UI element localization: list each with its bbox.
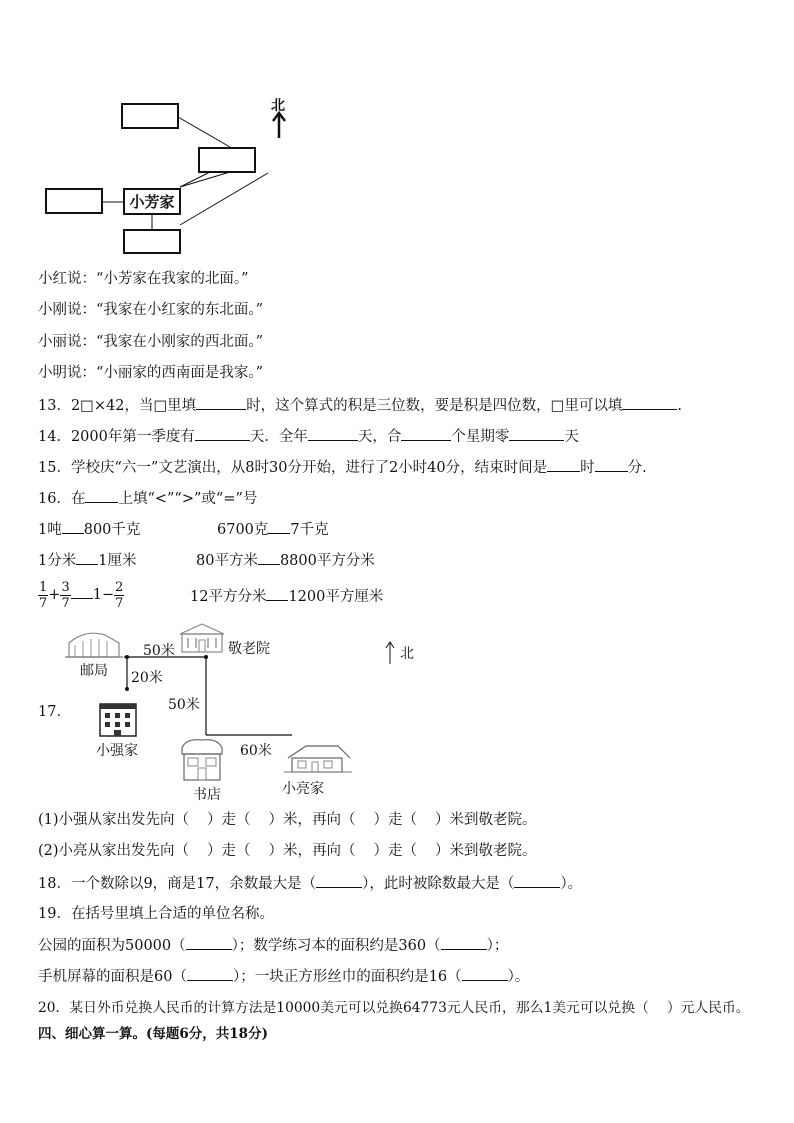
statement-xiaogang: 小刚说：“我家在小红家的东北面。” (38, 302, 264, 318)
answer-blank[interactable] (196, 395, 246, 410)
answer-blank[interactable] (266, 586, 288, 601)
compare-row-1b: 6700克 7千克 (217, 519, 329, 540)
answer-blank[interactable] (401, 426, 451, 441)
question-17-1: (1)小强从家出发先向（ ）走（ ）米，再向（ ）走（ ）米到敬老院。 (38, 812, 537, 828)
statement-xiaohong: 小红说：“小芳家在我家的北面。” (38, 271, 249, 287)
section-4-heading: 四、细心算一算。(每题6分，共18分) (38, 1026, 268, 1042)
answer-blank[interactable] (622, 395, 677, 410)
empty-box-bottom (123, 229, 181, 254)
compare-row-3b: 12平方分米 1200平方厘米 (190, 586, 383, 607)
answer-blank[interactable] (186, 935, 232, 950)
answer-blank[interactable] (308, 426, 358, 441)
compare-row-1a: 1吨 800千克 (38, 519, 140, 540)
answer-blank[interactable] (595, 457, 628, 472)
xiaoliang-home-label: 小亮家 (282, 781, 324, 797)
answer-blank[interactable] (268, 519, 290, 534)
answer-blank[interactable] (441, 935, 487, 950)
question-16-title: 16．在 上填“<”“>”或“=”号 (38, 488, 257, 509)
distance-20m: 20米 (131, 670, 163, 686)
question-19-line1: 公园的面积为50000（ ）；数学练习本的面积约是360（ ）； (38, 935, 508, 956)
nursing-home-icon (176, 620, 228, 654)
xiaofang-home-box: 小芳家 (123, 188, 181, 215)
compare-row-2b: 80平方米 8800平方分米 (196, 550, 375, 571)
bookstore-label: 书店 (193, 787, 221, 803)
answer-blank[interactable] (547, 457, 580, 472)
empty-box-top (121, 103, 179, 129)
fraction: $\frac{1}{7}$ (39, 579, 48, 611)
answer-blank[interactable] (187, 966, 233, 981)
fraction: $\frac{2}{7}$ (115, 579, 124, 611)
statement-xiaoli: 小丽说：“我家在小刚家的西北面。” (38, 334, 264, 350)
question-20: 20．某日外币兑换人民币的计算方法是10000美元可以兑换64773元人民币，那么1美元可以兑换（ ）元人民币。 (38, 1000, 750, 1016)
bookstore-icon (178, 738, 226, 782)
question-17-2: (2)小亮从家出发先向（ ）走（ ）米，再向（ ）走（ ）米到敬老院。 (38, 843, 537, 859)
empty-box-right (198, 147, 256, 173)
distance-60m: 60米 (240, 743, 272, 759)
empty-box-left (45, 188, 103, 214)
question-14: 14．2000年第一季度有 天．全年 天，合 个星期零 天 (38, 426, 579, 447)
xiaoqiang-home-label: 小强家 (96, 743, 138, 759)
answer-blank[interactable] (195, 426, 250, 441)
post-office-label: 邮局 (80, 663, 108, 679)
compare-row-3a: $\frac{1}{7}$ + $\frac{3}{7}$ 1− $\frac{2}{7}$ (39, 579, 124, 611)
fraction: $\frac{3}{7}$ (61, 579, 70, 611)
question-13: 13．2□×42，当□里填 时，这个算式的积是三位数，要是积是四位数，□里可以填 . (38, 395, 682, 416)
distance-50m-top: 50米 (143, 643, 175, 659)
answer-blank[interactable] (509, 426, 564, 441)
answer-blank[interactable] (71, 584, 93, 599)
xiaoqiang-home-icon (98, 700, 140, 738)
question-15: 15．学校庆“六一”文艺演出，从8时30分开始，进行了2小时40分，结束时间是 时 分. (38, 457, 647, 478)
north-arrow-small-icon (384, 640, 396, 666)
post-office-icon (65, 629, 123, 659)
north-label: 北 (271, 98, 285, 114)
question-18: 18．一个数除以9，商是17，余数最大是（ ），此时被除数最大是（ ）。 (38, 873, 582, 894)
north-label-small: 北 (400, 646, 414, 662)
question-17-number: 17． (38, 704, 71, 720)
answer-blank (85, 488, 118, 503)
compare-row-2a: 1分米 1厘米 (38, 550, 136, 571)
answer-blank[interactable] (316, 873, 362, 888)
answer-blank[interactable] (462, 966, 508, 981)
question-19-line2: 手机屏幕的面积是60（ ）；一块正方形丝巾的面积约是16（ ）。 (38, 966, 529, 987)
question-19-title: 19．在括号里填上合适的单位名称。 (38, 906, 274, 922)
answer-blank[interactable] (258, 550, 280, 565)
nursing-home-label: 敬老院 (228, 641, 270, 657)
north-arrow-icon (271, 110, 287, 140)
answer-blank[interactable] (514, 873, 560, 888)
statement-xiaoming: 小明说：“小丽家的西南面是我家。” (38, 365, 264, 381)
answer-blank[interactable] (76, 550, 98, 565)
distance-50m-vertical: 50米 (168, 697, 200, 713)
answer-blank[interactable] (62, 519, 84, 534)
xiaoliang-home-icon (284, 742, 352, 774)
